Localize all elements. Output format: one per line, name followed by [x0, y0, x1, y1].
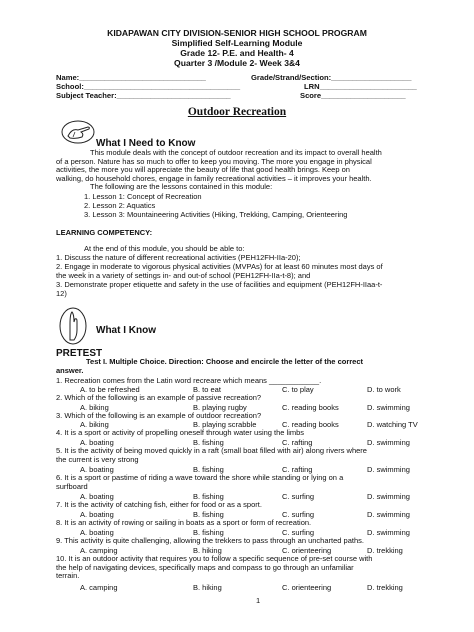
- hand-raised-icon: [58, 306, 88, 351]
- q1-option-d[interactable]: D. to work: [367, 385, 401, 394]
- competency-item: 2. Engage in moderate to vigorous physical activities (MVPAs) for at least 60 minutes most days of: [56, 262, 383, 271]
- hand-pointing-icon: [60, 119, 96, 150]
- question-5: 5. It is the activity of being moved quickly in a raft (small boat filled with air) along rivers where: [56, 446, 367, 455]
- need-heading: What I Need to Know: [96, 138, 196, 149]
- q8-option-d[interactable]: D. swimming: [367, 528, 410, 537]
- subject-teacher-field[interactable]: Subject Teacher:___________________________: [56, 91, 231, 100]
- pretest-direction: Test I. Multiple Choice. Direction: Choose and encircle the letter of the correct: [86, 357, 363, 366]
- q3-option-d[interactable]: D. watching TV: [367, 420, 418, 429]
- q5-option-a[interactable]: A. boating: [80, 465, 114, 474]
- q1-option-b[interactable]: B. to eat: [193, 385, 221, 394]
- q9-option-a[interactable]: A. camping: [80, 546, 118, 555]
- page-number: 1: [256, 596, 261, 605]
- q10-option-a[interactable]: A. camping: [80, 583, 118, 592]
- q5-option-b[interactable]: B. fishing: [193, 465, 224, 474]
- competency-heading: LEARNING COMPETENCY:: [56, 228, 153, 237]
- header-module-type: Simplified Self-Learning Module: [171, 38, 303, 48]
- know-heading: What I Know: [96, 325, 156, 336]
- need-intro-line: This module deals with the concept of outdoor recreation and its impact to overall health: [90, 148, 382, 157]
- need-intro-line: activities, the more you will appreciate the beauty of life that good health brings. Keep on: [56, 165, 350, 175]
- q4-option-d[interactable]: D. swimming: [367, 438, 410, 447]
- q8-option-c[interactable]: C. surfing: [282, 528, 315, 537]
- q1-option-a[interactable]: A. to be refreshed: [80, 385, 140, 394]
- lesson-item: 3. Lesson 3: Mountaineering Activities (Hiking, Trekking, Camping, Orienteering: [84, 210, 348, 219]
- q3-option-b[interactable]: B. playing scrabble: [193, 420, 257, 429]
- lesson-item: 1. Lesson 1: Concept of Recreation: [84, 192, 202, 201]
- q9-option-c[interactable]: C. orienteering: [282, 546, 332, 555]
- q6-option-b[interactable]: B. fishing: [193, 492, 224, 501]
- competency-item-cont: the week in a variety of settings in- and out-of school (PEH12FH-IIa-t-8); and: [56, 270, 311, 280]
- q7-option-c[interactable]: C. surfing: [282, 510, 315, 519]
- q2-option-c[interactable]: C. reading books: [282, 403, 339, 412]
- competency-item: 1. Discuss the nature of different recreational activities (PEH12FH-IIa-20);: [56, 253, 301, 262]
- q3-option-c[interactable]: C. reading books: [282, 420, 339, 429]
- need-intro-line: of a person. Nature has so much to offer to keep you moving. The more you engage in physical: [56, 156, 372, 166]
- q1-option-c[interactable]: C. to play: [282, 385, 314, 394]
- question-5-cont: the current is very strong: [56, 454, 139, 464]
- q7-option-b[interactable]: B. fishing: [193, 510, 224, 519]
- lesson-item: 2. Lesson 2: Aquatics: [84, 201, 156, 210]
- pretest-heading: PRETEST: [56, 348, 103, 359]
- q4-option-b[interactable]: B. fishing: [193, 438, 224, 447]
- question-6: 6. It is a sport or pastime of riding a wave toward the shore while standing or lying on a: [56, 473, 344, 482]
- q4-option-c[interactable]: C. rafting: [282, 438, 313, 447]
- q7-option-d[interactable]: D. swimming: [367, 510, 410, 519]
- school-field[interactable]: School:_____________________________________: [56, 82, 241, 91]
- q6-option-a[interactable]: A. boating: [80, 492, 114, 501]
- lessons-intro: The following are the lessons contained in this module:: [90, 182, 273, 192]
- q10-option-b[interactable]: B. hiking: [193, 583, 222, 592]
- q8-option-a[interactable]: A. boating: [80, 528, 114, 537]
- header-grade: Grade 12- P.E. and Health- 4: [180, 48, 294, 58]
- competency-item-cont: 12): [56, 288, 67, 298]
- q2-option-b[interactable]: B. playing rugby: [193, 403, 247, 412]
- q2-option-d[interactable]: D. swimming: [367, 403, 410, 412]
- question-4: 4. It is a sport or activity of propelling oneself through water using the limbs: [56, 428, 305, 437]
- q5-option-c[interactable]: C. rafting: [282, 465, 313, 474]
- question-9: 9. This activity is quite challenging, allowing the trekkers to pass through an uncharted paths.: [56, 536, 364, 545]
- q4-option-a[interactable]: A. boating: [80, 438, 114, 447]
- q9-option-b[interactable]: B. hiking: [193, 546, 222, 555]
- header-quarter: Quarter 3 /Module 2- Week 3&4: [174, 58, 300, 68]
- competency-intro: At the end of this module, you should be able to:: [84, 244, 245, 253]
- question-6-cont: surfboard: [56, 481, 88, 491]
- question-2: 2. Which of the following is an example of passive recreation?: [56, 393, 262, 402]
- header-division: KIDAPAWAN CITY DIVISION-SENIOR HIGH SCHOOL PROGRAM: [107, 28, 367, 38]
- grade-strand-section-field[interactable]: Grade/Strand/Section:___________________: [251, 73, 412, 82]
- pretest-direction-cont: answer.: [56, 366, 84, 375]
- need-intro-line: walking, do household chores, engage in family recreational activities – it improves your health.: [56, 173, 372, 183]
- module-title: Outdoor Recreation: [187, 106, 287, 118]
- question-10: 10. It is an outdoor activity that requires you to follow a specific sequence of pre-set course with: [56, 554, 373, 563]
- question-1: 1. Recreation comes from the Latin word recreare which means ____________.: [56, 376, 322, 385]
- q9-option-d[interactable]: D. trekking: [367, 546, 403, 555]
- question-7: 7. It is the activity of catching fish, either for food or as a sport.: [56, 500, 262, 509]
- question-10-cont: the help of navigating devices, specifically maps and compass to go through an unfamiliar: [56, 562, 354, 572]
- question-8: 8. It is an activity of rowing or sailing in boats as a sport or form of recreation.: [56, 518, 312, 527]
- q8-option-b[interactable]: B. fishing: [193, 528, 224, 537]
- q5-option-d[interactable]: D. swimming: [367, 465, 410, 474]
- competency-item: 3. Demonstrate proper etiquette and safety in the use of facilities and equipment (PEH12FH-IIaa-t-: [56, 280, 383, 289]
- question-10-cont: terrain.: [56, 571, 80, 581]
- name-field[interactable]: Name:______________________________: [56, 73, 206, 82]
- lrn-field[interactable]: LRN_______________________: [304, 82, 417, 91]
- q6-option-c[interactable]: C. surfing: [282, 492, 315, 501]
- q10-option-c[interactable]: C. orienteering: [282, 583, 332, 592]
- q2-option-a[interactable]: A. biking: [80, 403, 109, 412]
- q6-option-d[interactable]: D. swimming: [367, 492, 410, 501]
- score-field[interactable]: Score____________________: [300, 91, 406, 100]
- q3-option-a[interactable]: A. biking: [80, 420, 109, 429]
- q7-option-a[interactable]: A. boating: [80, 510, 114, 519]
- question-3: 3. Which of the following is an example of outdoor recreation?: [56, 411, 262, 420]
- q10-option-d[interactable]: D. trekking: [367, 583, 403, 592]
